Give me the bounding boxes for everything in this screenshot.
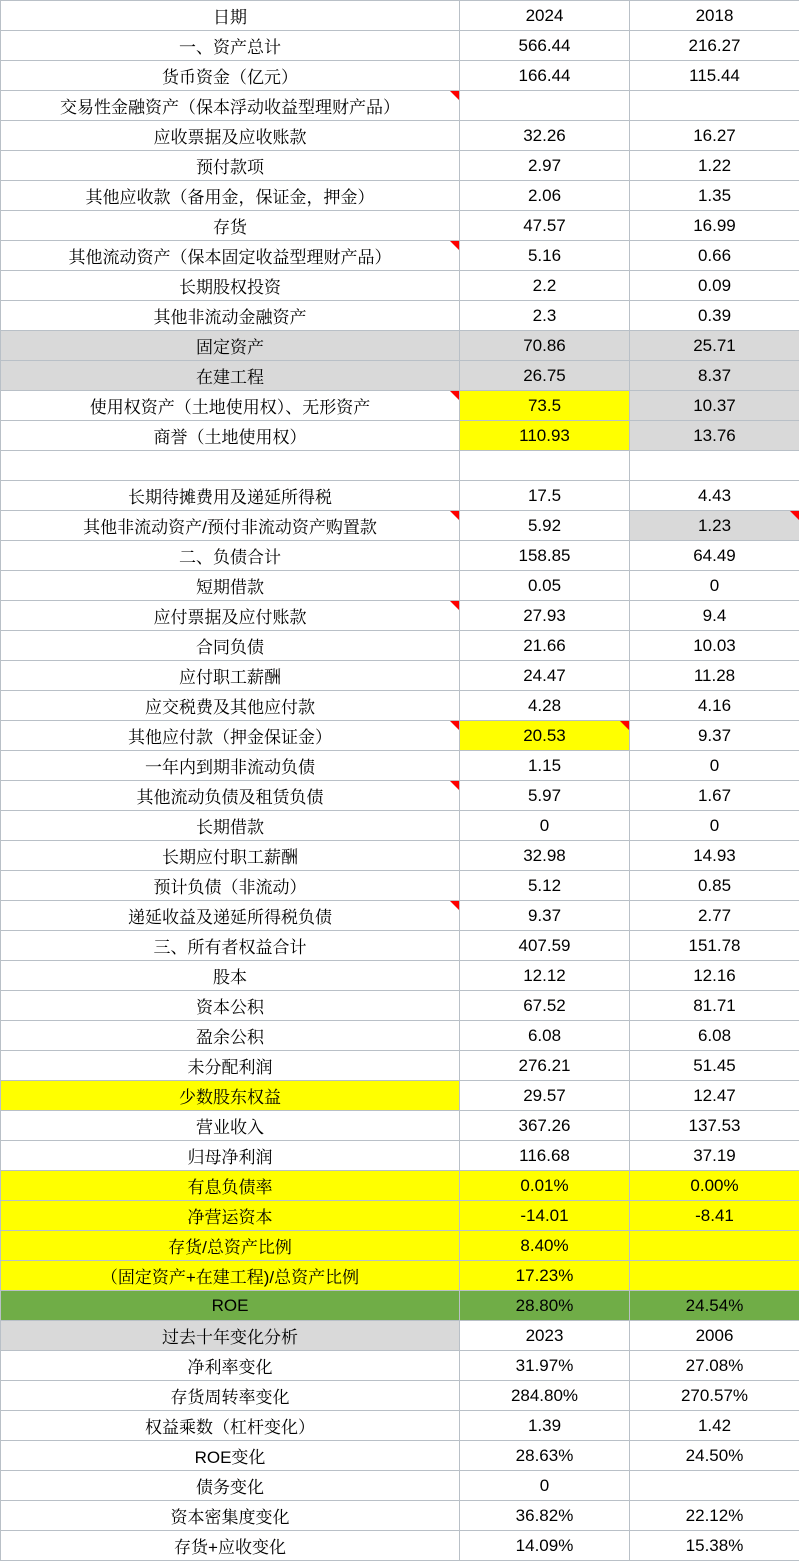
row-label[interactable]: 存货周转率变化: [1, 1381, 460, 1411]
table-row: [1, 931, 799, 961]
row-value-2[interactable]: 14.93: [630, 841, 799, 871]
row-label[interactable]: 权益乘数（杠杆变化）: [1, 1411, 460, 1441]
table-row: [1, 91, 799, 121]
table-row: [1, 1231, 799, 1261]
row-value-2[interactable]: 0: [630, 751, 799, 781]
row-value-1[interactable]: 407.59: [460, 931, 630, 961]
table-row: [1, 631, 799, 661]
table-row: [1, 961, 799, 991]
row-value-1[interactable]: 36.82%: [460, 1501, 630, 1531]
row-value-2[interactable]: 0: [630, 571, 799, 601]
row-value-1[interactable]: 5.12: [460, 871, 630, 901]
row-value-1[interactable]: 17.5: [460, 481, 630, 511]
row-value-2[interactable]: 0: [630, 811, 799, 841]
table-row: [1, 61, 799, 91]
table-row: [1, 1111, 799, 1141]
row-label[interactable]: 净营运资本: [1, 1201, 460, 1231]
row-value-2[interactable]: 27.08%: [630, 1351, 799, 1381]
row-value-1[interactable]: 110.93: [460, 421, 630, 451]
row-value-1[interactable]: 24.47: [460, 661, 630, 691]
row-value-2[interactable]: 137.53: [630, 1111, 799, 1141]
row-label[interactable]: 少数股东权益: [1, 1081, 460, 1111]
row-value-1[interactable]: 0: [460, 811, 630, 841]
row-label[interactable]: 存货/总资产比例: [1, 1231, 460, 1261]
row-label[interactable]: 其他流动负债及租赁负债: [1, 781, 460, 811]
table-row: [1, 271, 799, 301]
row-value-1[interactable]: 1.39: [460, 1411, 630, 1441]
row-value-1[interactable]: 5.92: [460, 511, 630, 541]
table-row: [1, 1321, 799, 1351]
row-value-1[interactable]: 5.16: [460, 241, 630, 271]
row-value-2[interactable]: 115.44: [630, 61, 799, 91]
row-value-1[interactable]: 29.57: [460, 1081, 630, 1111]
table-row: [1, 811, 799, 841]
row-value-2[interactable]: 1.35: [630, 181, 799, 211]
table-row: [1, 511, 799, 541]
row-label[interactable]: 长期待摊费用及递延所得税: [1, 481, 460, 511]
row-label[interactable]: 净利率变化: [1, 1351, 460, 1381]
row-value-2[interactable]: 1.42: [630, 1411, 799, 1441]
table-row: [1, 31, 799, 61]
row-value-2[interactable]: 16.27: [630, 121, 799, 151]
row-label[interactable]: 债务变化: [1, 1471, 460, 1501]
row-value-2[interactable]: 0.00%: [630, 1171, 799, 1201]
table-row: [1, 1171, 799, 1201]
row-value-2[interactable]: 1.22: [630, 151, 799, 181]
row-value-2[interactable]: [630, 1471, 799, 1501]
row-value-2[interactable]: 12.47: [630, 1081, 799, 1111]
row-value-1[interactable]: 367.26: [460, 1111, 630, 1141]
row-value-2[interactable]: 0.66: [630, 241, 799, 271]
row-value-2[interactable]: 4.16: [630, 691, 799, 721]
row-label[interactable]: 存货: [1, 211, 460, 241]
row-label[interactable]: 交易性金融资产（保本浮动收益型理财产品）: [1, 91, 460, 121]
table-row: [1, 661, 799, 691]
table-row: [1, 151, 799, 181]
table-row: [1, 1291, 799, 1321]
row-value-1[interactable]: 47.57: [460, 211, 630, 241]
row-value-2[interactable]: 12.16: [630, 961, 799, 991]
row-label[interactable]: 一年内到期非流动负债: [1, 751, 460, 781]
row-label[interactable]: 长期股权投资: [1, 271, 460, 301]
row-label[interactable]: 其他应收款（备用金，保证金，押金）: [1, 181, 460, 211]
row-label[interactable]: 其他流动资产（保本固定收益型理财产品）: [1, 241, 460, 271]
table-row: [1, 901, 799, 931]
row-label[interactable]: 应付职工薪酬: [1, 661, 460, 691]
row-value-2[interactable]: 22.12%: [630, 1501, 799, 1531]
row-value-2[interactable]: 6.08: [630, 1021, 799, 1051]
row-value-1[interactable]: 2023: [460, 1321, 630, 1351]
row-value-1[interactable]: 158.85: [460, 541, 630, 571]
table-row: [1, 571, 799, 601]
table-row: [1, 1141, 799, 1171]
row-label[interactable]: 存货+应收变化: [1, 1531, 460, 1561]
row-label[interactable]: 预计负债（非流动）: [1, 871, 460, 901]
row-value-2[interactable]: -8.41: [630, 1201, 799, 1231]
row-label[interactable]: 日期: [1, 1, 460, 31]
row-value-2[interactable]: 0.09: [630, 271, 799, 301]
table-row: [1, 241, 799, 271]
row-value-2[interactable]: 25.71: [630, 331, 799, 361]
row-value-1[interactable]: 67.52: [460, 991, 630, 1021]
row-value-2[interactable]: 8.37: [630, 361, 799, 391]
row-label[interactable]: 一、资产总计: [1, 31, 460, 61]
row-value-1[interactable]: 2.3: [460, 301, 630, 331]
table-row: [1, 601, 799, 631]
row-value-2[interactable]: 270.57%: [630, 1381, 799, 1411]
row-value-1[interactable]: 2.2: [460, 271, 630, 301]
table-row: [1, 301, 799, 331]
table-row: [1, 541, 799, 571]
row-label[interactable]: 二、负债合计: [1, 541, 460, 571]
row-value-1[interactable]: 4.28: [460, 691, 630, 721]
row-label[interactable]: 其他应付款（押金保证金）: [1, 721, 460, 751]
table-row: [1, 991, 799, 1021]
row-label[interactable]: 长期借款: [1, 811, 460, 841]
row-value-1[interactable]: 27.93: [460, 601, 630, 631]
row-value-2[interactable]: 11.28: [630, 661, 799, 691]
row-value-2[interactable]: 24.54%: [630, 1291, 799, 1321]
row-value-2[interactable]: 51.45: [630, 1051, 799, 1081]
table-row: [1, 721, 799, 751]
row-label[interactable]: 资本密集度变化: [1, 1501, 460, 1531]
row-value-2[interactable]: 16.99: [630, 211, 799, 241]
table-row: [1, 1021, 799, 1051]
table-row: [1, 781, 799, 811]
row-value-1[interactable]: 166.44: [460, 61, 630, 91]
row-label[interactable]: 应付票据及应付账款: [1, 601, 460, 631]
table-row: [1, 211, 799, 241]
row-value-1[interactable]: 2.97: [460, 151, 630, 181]
row-value-1[interactable]: 9.37: [460, 901, 630, 931]
table-row: [1, 1051, 799, 1081]
table-row: [1, 391, 799, 421]
row-value-1[interactable]: 2.06: [460, 181, 630, 211]
row-value-1[interactable]: 6.08: [460, 1021, 630, 1051]
table-row: [1, 751, 799, 781]
row-value-2[interactable]: [630, 1231, 799, 1261]
row-value-1[interactable]: 276.21: [460, 1051, 630, 1081]
row-value-2[interactable]: 1.67: [630, 781, 799, 811]
row-value-1[interactable]: 20.53: [460, 721, 630, 751]
row-value-2[interactable]: 15.38%: [630, 1531, 799, 1561]
row-value-2[interactable]: 10.03: [630, 631, 799, 661]
row-value-1[interactable]: 26.75: [460, 361, 630, 391]
row-label[interactable]: 三、所有者权益合计: [1, 931, 460, 961]
row-value-1[interactable]: 12.12: [460, 961, 630, 991]
table-row: [1, 181, 799, 211]
row-value-1[interactable]: 70.86: [460, 331, 630, 361]
row-value-1[interactable]: 32.26: [460, 121, 630, 151]
row-value-2[interactable]: 0.85: [630, 871, 799, 901]
row-label[interactable]: 使用权资产（土地使用权）、无形资产: [1, 391, 460, 421]
table-row: [1, 421, 799, 451]
row-value-1[interactable]: 1.15: [460, 751, 630, 781]
table-row: [1, 1201, 799, 1231]
table-row: [1, 361, 799, 391]
row-value-2[interactable]: 13.76: [630, 421, 799, 451]
row-value-2[interactable]: 1.23: [630, 511, 799, 541]
row-value-2[interactable]: 9.4: [630, 601, 799, 631]
row-label[interactable]: 递延收益及递延所得税负债: [1, 901, 460, 931]
row-value-2[interactable]: 2018: [630, 1, 799, 31]
row-label[interactable]: 其他非流动金融资产: [1, 301, 460, 331]
table-row: [1, 1501, 799, 1531]
row-value-2[interactable]: 10.37: [630, 391, 799, 421]
table-row: [1, 1, 799, 31]
row-label[interactable]: 盈余公积: [1, 1021, 460, 1051]
row-value-2[interactable]: [630, 1261, 799, 1291]
row-value-2[interactable]: 2.77: [630, 901, 799, 931]
row-label[interactable]: 在建工程: [1, 361, 460, 391]
row-value-2[interactable]: 0.39: [630, 301, 799, 331]
row-label[interactable]: ROE: [1, 1291, 460, 1321]
row-label[interactable]: 短期借款: [1, 571, 460, 601]
row-label[interactable]: 过去十年变化分析: [1, 1321, 460, 1351]
row-label[interactable]: 商誉（土地使用权）: [1, 421, 460, 451]
table-row: [1, 481, 799, 511]
row-value-1[interactable]: 31.97%: [460, 1351, 630, 1381]
row-label[interactable]: 资本公积: [1, 991, 460, 1021]
row-value-1[interactable]: 28.63%: [460, 1441, 630, 1471]
row-value-1[interactable]: 21.66: [460, 631, 630, 661]
row-value-1[interactable]: 0.01%: [460, 1171, 630, 1201]
row-value-1[interactable]: 0: [460, 1471, 630, 1501]
row-value-2[interactable]: 9.37: [630, 721, 799, 751]
row-value-1[interactable]: [460, 451, 630, 481]
row-label[interactable]: 归母净利润: [1, 1141, 460, 1171]
table-row: [1, 1261, 799, 1291]
row-value-1[interactable]: 28.80%: [460, 1291, 630, 1321]
row-value-2[interactable]: 64.49: [630, 541, 799, 571]
table-row: [1, 121, 799, 151]
row-label[interactable]: 应交税费及其他应付款: [1, 691, 460, 721]
row-label[interactable]: 营业收入: [1, 1111, 460, 1141]
row-value-1[interactable]: 116.68: [460, 1141, 630, 1171]
row-label[interactable]: 长期应付职工薪酬: [1, 841, 460, 871]
row-value-1[interactable]: 8.40%: [460, 1231, 630, 1261]
row-label[interactable]: ROE变化: [1, 1441, 460, 1471]
row-value-1[interactable]: 14.09%: [460, 1531, 630, 1561]
row-value-2[interactable]: 81.71: [630, 991, 799, 1021]
row-value-1[interactable]: 32.98: [460, 841, 630, 871]
row-value-1[interactable]: 0.05: [460, 571, 630, 601]
table-row: [1, 1471, 799, 1501]
table-row: [1, 1531, 799, 1561]
row-label[interactable]: 固定资产: [1, 331, 460, 361]
row-value-1[interactable]: 284.80%: [460, 1381, 630, 1411]
row-value-2[interactable]: 37.19: [630, 1141, 799, 1171]
table-row: [1, 871, 799, 901]
row-label[interactable]: （固定资产+在建工程)/总资产比例: [1, 1261, 460, 1291]
row-value-2[interactable]: 2006: [630, 1321, 799, 1351]
row-value-2[interactable]: 216.27: [630, 31, 799, 61]
row-label[interactable]: 有息负债率: [1, 1171, 460, 1201]
row-value-2[interactable]: 24.50%: [630, 1441, 799, 1471]
table-body: [1, 1, 799, 1561]
table-row: [1, 331, 799, 361]
table-row: [1, 1351, 799, 1381]
table-row: [1, 451, 799, 481]
row-label[interactable]: 货币资金（亿元）: [1, 61, 460, 91]
table-row: [1, 691, 799, 721]
row-label[interactable]: 合同负债: [1, 631, 460, 661]
table-row: [1, 1441, 799, 1471]
row-value-1[interactable]: [460, 91, 630, 121]
row-label[interactable]: 预付款项: [1, 151, 460, 181]
row-value-1[interactable]: 2024: [460, 1, 630, 31]
row-value-2[interactable]: [630, 451, 799, 481]
table-row: [1, 1381, 799, 1411]
row-label[interactable]: 其他非流动资产/预付非流动资产购置款: [1, 511, 460, 541]
row-value-2[interactable]: 151.78: [630, 931, 799, 961]
table-row: [1, 1411, 799, 1441]
row-value-1[interactable]: 5.97: [460, 781, 630, 811]
row-value-1[interactable]: 566.44: [460, 31, 630, 61]
row-label[interactable]: 应收票据及应收账款: [1, 121, 460, 151]
row-value-2[interactable]: [630, 91, 799, 121]
table-row: [1, 841, 799, 871]
row-label[interactable]: 股本: [1, 961, 460, 991]
row-value-1[interactable]: 73.5: [460, 391, 630, 421]
row-label[interactable]: [1, 451, 460, 481]
row-label[interactable]: 未分配利润: [1, 1051, 460, 1081]
row-value-2[interactable]: 4.43: [630, 481, 799, 511]
row-value-1[interactable]: -14.01: [460, 1201, 630, 1231]
row-value-1[interactable]: 17.23%: [460, 1261, 630, 1291]
table-row: [1, 1081, 799, 1111]
